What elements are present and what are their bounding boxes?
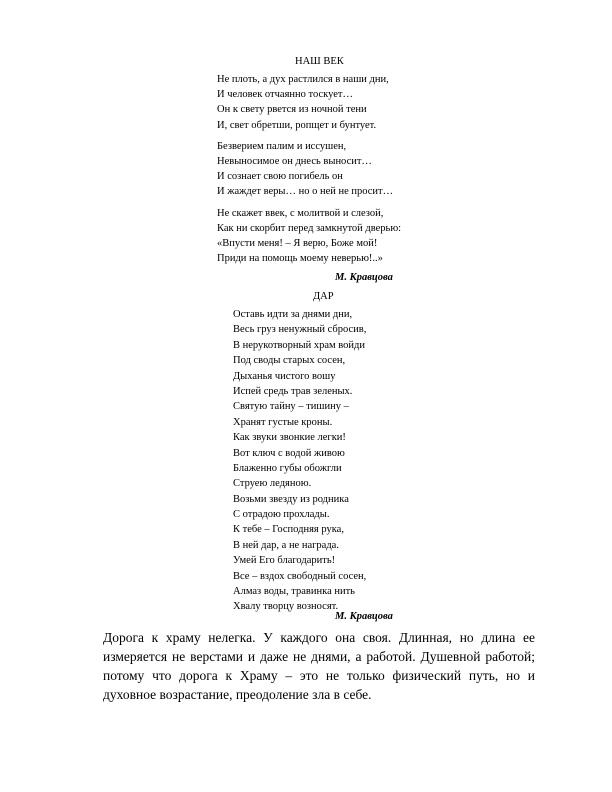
poem-line: Все – вздох свободный сосен, [233, 570, 367, 582]
poem-title-dar: ДАР [313, 291, 334, 302]
poem-line: Приди на помощь моему неверью!..» [217, 253, 383, 265]
poem-line: Хранят густые кроны. [233, 416, 333, 428]
poem-line: Как звуки звонкие легки! [233, 432, 346, 444]
poem-line: Как ни скорбит перед замкнутой дверью: [217, 222, 402, 234]
poem-line: И, свет обретши, ропщет и бунтует. [217, 119, 377, 131]
poem-line: И человек отчаянно тоскует… [217, 89, 353, 101]
poem-line: Испей средь трав зеленых. [233, 385, 353, 397]
poem-author: М. Кравцова [335, 611, 393, 622]
poem-nash-vek [217, 72, 401, 266]
poem-line: Дыханья чистого вошу [233, 370, 336, 382]
poem-line: Блаженно губы обожгли [233, 462, 342, 474]
poem-title-nash-vek: НАШ ВЕК [295, 56, 344, 67]
poem-author: М. Кравцова [335, 272, 393, 283]
poem-line: Не скажет ввек, с молитвой и слезой, [217, 207, 384, 219]
poem-line: В нерукотворный храм войди [233, 339, 365, 351]
poem-dar [233, 307, 366, 615]
poem-line: Безверием палим и иссушен, [217, 140, 347, 152]
poem-line: Возьми звезду из родника [233, 493, 349, 505]
poem-line: Весь груз ненужный сбросив, [233, 324, 367, 336]
poem-line: И сознает свою погибель он [217, 171, 343, 183]
prose-paragraph: Дорога к храму нелегка. У каждого она своя. Длинная, но длина ее измеряется не верстами и даже не днями, а работой. Душевной работой; потому что дорога к Храму – это не только физический путь, но и духовное возрастание, преодоление зла в себе. [103, 630, 535, 702]
poem-line: Не плоть, а дух растлился в наши дни, [217, 74, 389, 85]
poem-line: В ней дар, а не награда. [233, 539, 339, 551]
poem-line: Вот ключ с водой живою [233, 447, 345, 459]
poem-line: Хвалу творцу возносят. [233, 601, 339, 613]
poem-line: Невыносимое он днесь выносит… [217, 155, 372, 167]
poem-line: «Впусти меня! – Я верю, Боже мой! [217, 237, 378, 249]
poem-line: Он к свету рвется из ночной тени [217, 104, 367, 116]
poem-line: Святую тайну – тишину – [233, 401, 349, 413]
poem-line: Струею ледяною. [233, 478, 312, 490]
poem-line: Под своды старых сосен, [233, 355, 346, 367]
poem-line: Умей Его благодарить! [233, 555, 336, 567]
poem-line: С отрадою прохлады. [233, 509, 330, 521]
poem-line: И жаждет веры… но о ней не просит… [217, 186, 394, 198]
poem-line: Оставь идти за днями дни, [233, 309, 353, 320]
poem-line: К тебе – Господняя рука, [233, 524, 344, 536]
poem-line: Алмаз воды, травинка нить [233, 586, 355, 598]
